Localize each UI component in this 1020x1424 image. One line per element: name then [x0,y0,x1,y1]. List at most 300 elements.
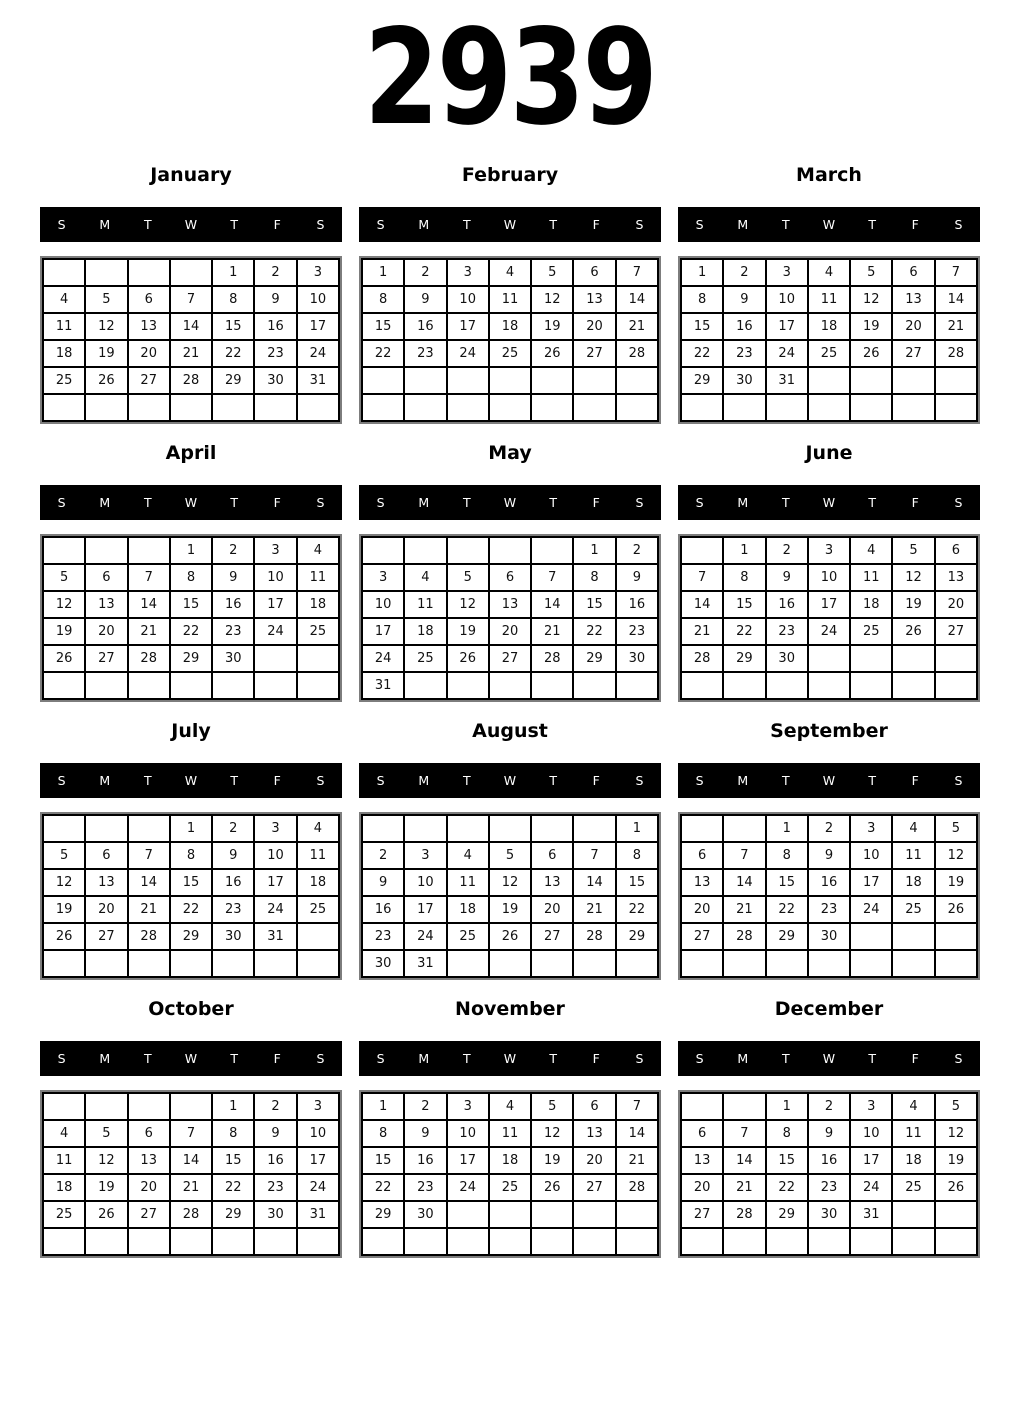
month-october [40,998,342,1258]
empty-day-cell [531,815,573,842]
empty-day-cell [723,950,765,977]
month-title: October [148,998,234,1020]
day-cell: 29 [170,645,212,672]
day-cell: 27 [531,923,573,950]
weekday-label: W [184,495,198,510]
day-cell: 8 [766,842,808,869]
empty-day-cell [362,394,404,421]
week-row [43,1201,339,1228]
day-cell: 21 [616,1147,658,1174]
day-cell: 30 [723,367,765,394]
day-cell: 16 [766,591,808,618]
weekday-label: F [273,495,281,510]
weekday-header-row [359,1041,661,1076]
day-cell: 3 [254,815,296,842]
day-cell: 25 [404,645,446,672]
day-cell: 20 [85,618,127,645]
empty-day-cell [573,367,615,394]
weekday-label: S [316,495,325,510]
day-cell: 4 [297,815,339,842]
empty-day-cell [85,394,127,421]
day-cell: 2 [212,815,254,842]
day-cell: 8 [212,286,254,313]
day-cell: 19 [531,313,573,340]
weekday-header-row [40,763,342,798]
day-cell: 9 [254,1120,296,1147]
day-cell: 30 [362,950,404,977]
day-cell: 1 [723,537,765,564]
day-cell: 4 [489,259,531,286]
day-cell: 16 [212,591,254,618]
day-cell: 21 [573,896,615,923]
day-cell: 26 [447,645,489,672]
week-row [681,340,977,367]
empty-day-cell [212,950,254,977]
day-cell: 31 [404,950,446,977]
day-cell: 22 [723,618,765,645]
empty-day-cell [850,923,892,950]
day-cell: 26 [935,896,977,923]
empty-day-cell [935,394,977,421]
empty-day-cell [892,950,934,977]
day-cell: 27 [935,618,977,645]
day-cell: 17 [808,591,850,618]
date-grid-border [678,534,980,702]
day-cell: 31 [850,1201,892,1228]
day-cell: 24 [766,340,808,367]
weekday-label: M [99,773,111,788]
day-cell: 6 [681,842,723,869]
date-grid [680,536,978,700]
day-cell: 29 [573,645,615,672]
week-row [43,1093,339,1120]
day-cell: 22 [766,1174,808,1201]
day-cell: 17 [850,1147,892,1174]
day-cell: 26 [892,618,934,645]
weekday-label: T [549,773,557,788]
weekday-label: M [418,217,430,232]
day-cell: 1 [573,537,615,564]
day-cell: 27 [573,1174,615,1201]
day-cell: 22 [573,618,615,645]
weekday-label: T [549,1051,557,1066]
day-cell: 8 [681,286,723,313]
empty-day-cell [531,394,573,421]
day-cell: 11 [297,564,339,591]
week-row [362,537,658,564]
day-cell: 27 [892,340,934,367]
week-row [43,340,339,367]
day-cell: 9 [766,564,808,591]
day-cell: 11 [808,286,850,313]
weekday-label: W [184,217,198,232]
month-title: June [805,442,853,464]
week-row [362,1174,658,1201]
day-cell: 10 [850,1120,892,1147]
day-cell: 2 [404,259,446,286]
weekday-label: T [868,217,876,232]
day-cell: 18 [297,869,339,896]
day-cell: 9 [616,564,658,591]
empty-day-cell [808,672,850,699]
weekday-label: T [144,1051,152,1066]
day-cell: 29 [362,1201,404,1228]
empty-day-cell [85,1228,127,1255]
day-cell: 20 [128,1174,170,1201]
day-cell: 23 [808,896,850,923]
day-cell: 27 [85,923,127,950]
weekday-label: S [57,217,66,232]
empty-day-cell [681,815,723,842]
day-cell: 10 [362,591,404,618]
day-cell: 20 [128,340,170,367]
day-cell: 4 [892,815,934,842]
day-cell: 10 [447,1120,489,1147]
empty-day-cell [616,367,658,394]
empty-day-cell [808,645,850,672]
day-cell: 29 [766,1201,808,1228]
weekday-header-row [359,485,661,520]
day-cell: 18 [489,313,531,340]
empty-day-cell [404,1228,446,1255]
day-cell: 11 [404,591,446,618]
empty-day-cell [892,1201,934,1228]
weekday-label: T [868,495,876,510]
month-title: April [165,442,217,464]
day-cell: 9 [404,286,446,313]
week-row [681,1174,977,1201]
empty-day-cell [447,537,489,564]
month-march [678,164,980,424]
day-cell: 19 [43,618,85,645]
empty-day-cell [128,537,170,564]
day-cell: 21 [616,313,658,340]
day-cell: 21 [681,618,723,645]
day-cell: 28 [531,645,573,672]
day-cell: 22 [616,896,658,923]
empty-day-cell [489,394,531,421]
empty-day-cell [362,537,404,564]
day-cell: 22 [681,340,723,367]
day-cell: 8 [573,564,615,591]
day-cell: 28 [573,923,615,950]
weekday-label: W [822,217,836,232]
day-cell: 30 [254,367,296,394]
day-cell: 4 [850,537,892,564]
day-cell: 7 [170,1120,212,1147]
weekday-label: T [782,217,790,232]
weekday-label: F [911,773,919,788]
day-cell: 7 [573,842,615,869]
day-cell: 17 [254,591,296,618]
weekday-label: T [868,1051,876,1066]
day-cell: 11 [447,869,489,896]
weekday-label: T [463,773,471,788]
date-grid [361,258,659,422]
day-cell: 1 [212,1093,254,1120]
day-cell: 20 [573,313,615,340]
empty-day-cell [531,950,573,977]
day-cell: 19 [43,896,85,923]
day-cell: 26 [85,1201,127,1228]
day-cell: 5 [85,286,127,313]
week-row [681,1201,977,1228]
date-grid [680,814,978,978]
weekday-label: S [57,1051,66,1066]
day-cell: 28 [128,645,170,672]
empty-day-cell [681,1093,723,1120]
weekday-label: T [230,773,238,788]
weekday-label: M [99,495,111,510]
weekday-header-row [359,763,661,798]
day-cell: 18 [43,340,85,367]
day-cell: 10 [850,842,892,869]
day-cell: 10 [404,869,446,896]
day-cell: 24 [447,1174,489,1201]
day-cell: 13 [85,591,127,618]
month-title: August [472,720,548,742]
empty-day-cell [935,367,977,394]
weekday-label: S [376,495,385,510]
day-cell: 29 [212,367,254,394]
day-cell: 8 [212,1120,254,1147]
day-cell: 5 [489,842,531,869]
empty-day-cell [681,950,723,977]
date-grid-border [678,256,980,424]
empty-day-cell [43,259,85,286]
day-cell: 14 [616,1120,658,1147]
day-cell: 9 [362,869,404,896]
empty-day-cell [892,672,934,699]
day-cell: 3 [297,259,339,286]
day-cell: 12 [935,842,977,869]
day-cell: 24 [297,1174,339,1201]
day-cell: 17 [254,869,296,896]
day-cell: 13 [892,286,934,313]
week-row [681,286,977,313]
empty-day-cell [489,537,531,564]
empty-day-cell [808,367,850,394]
weekday-label: T [868,773,876,788]
week-row [362,869,658,896]
empty-day-cell [935,950,977,977]
empty-day-cell [723,1093,765,1120]
month-november [359,998,661,1258]
day-cell: 13 [935,564,977,591]
weekday-label: M [418,1051,430,1066]
day-cell: 30 [808,1201,850,1228]
day-cell: 24 [447,340,489,367]
date-grid [361,1092,659,1256]
day-cell: 16 [404,313,446,340]
day-cell: 10 [297,286,339,313]
month-september [678,720,980,980]
day-cell: 6 [892,259,934,286]
empty-day-cell [489,950,531,977]
day-cell: 26 [489,923,531,950]
date-grid-border [40,1090,342,1258]
empty-day-cell [170,672,212,699]
week-row [43,815,339,842]
day-cell: 17 [850,869,892,896]
weekday-label: T [144,773,152,788]
day-cell: 18 [404,618,446,645]
day-cell: 14 [681,591,723,618]
weekday-label: S [376,773,385,788]
day-cell: 6 [489,564,531,591]
day-cell: 4 [297,537,339,564]
day-cell: 30 [766,645,808,672]
day-cell: 16 [362,896,404,923]
day-cell: 12 [892,564,934,591]
day-cell: 16 [808,869,850,896]
week-row [43,1120,339,1147]
day-cell: 8 [170,842,212,869]
weekday-label: S [954,773,963,788]
day-cell: 13 [681,1147,723,1174]
day-cell: 11 [489,286,531,313]
weekday-label: S [376,1051,385,1066]
weekday-label: M [737,217,749,232]
day-cell: 16 [254,313,296,340]
day-cell: 29 [170,923,212,950]
date-grid-border [359,534,661,702]
weekday-label: W [184,773,198,788]
empty-day-cell [531,672,573,699]
day-cell: 8 [723,564,765,591]
empty-day-cell [573,1228,615,1255]
week-row [43,618,339,645]
weekday-label: T [230,1051,238,1066]
empty-day-cell [43,1228,85,1255]
day-cell: 9 [723,286,765,313]
day-cell: 20 [531,896,573,923]
day-cell: 30 [404,1201,446,1228]
empty-day-cell [850,645,892,672]
empty-day-cell [212,394,254,421]
day-cell: 25 [808,340,850,367]
day-cell: 27 [681,1201,723,1228]
empty-day-cell [616,1201,658,1228]
empty-day-cell [935,1201,977,1228]
weekday-label: T [230,495,238,510]
day-cell: 17 [362,618,404,645]
date-grid [361,814,659,978]
week-row [43,923,339,950]
day-cell: 4 [447,842,489,869]
empty-day-cell [850,367,892,394]
empty-day-cell [170,1093,212,1120]
weekday-label: T [782,773,790,788]
empty-day-cell [723,672,765,699]
weekday-label: S [57,773,66,788]
empty-day-cell [447,394,489,421]
day-cell: 15 [212,313,254,340]
week-row [362,394,658,421]
day-cell: 7 [616,1093,658,1120]
weekday-header-row [40,485,342,520]
empty-day-cell [892,1228,934,1255]
day-cell: 19 [850,313,892,340]
months-grid [40,164,980,1258]
day-cell: 18 [850,591,892,618]
week-row [681,394,977,421]
day-cell: 19 [85,340,127,367]
day-cell: 6 [128,1120,170,1147]
empty-day-cell [254,645,296,672]
day-cell: 11 [850,564,892,591]
weekday-label: S [954,495,963,510]
weekday-label: T [144,217,152,232]
week-row [43,259,339,286]
week-row [362,1093,658,1120]
day-cell: 2 [616,537,658,564]
week-row [681,815,977,842]
empty-day-cell [850,672,892,699]
day-cell: 22 [212,340,254,367]
week-row [43,842,339,869]
day-cell: 23 [254,340,296,367]
day-cell: 7 [128,564,170,591]
day-cell: 18 [447,896,489,923]
day-cell: 7 [616,259,658,286]
day-cell: 21 [128,896,170,923]
empty-day-cell [447,367,489,394]
day-cell: 6 [573,1093,615,1120]
week-row [43,367,339,394]
empty-day-cell [85,259,127,286]
day-cell: 1 [212,259,254,286]
weekday-label: M [737,1051,749,1066]
day-cell: 15 [362,1147,404,1174]
month-august [359,720,661,980]
day-cell: 19 [892,591,934,618]
weekday-label: S [635,217,644,232]
weekday-label: W [503,1051,517,1066]
empty-day-cell [85,1093,127,1120]
day-cell: 13 [681,869,723,896]
month-title: March [796,164,862,186]
empty-day-cell [43,537,85,564]
day-cell: 2 [808,815,850,842]
day-cell: 14 [616,286,658,313]
day-cell: 31 [362,672,404,699]
day-cell: 10 [254,842,296,869]
day-cell: 24 [850,896,892,923]
day-cell: 30 [212,645,254,672]
week-row [362,672,658,699]
weekday-label: S [954,1051,963,1066]
weekday-label: W [184,1051,198,1066]
day-cell: 20 [681,896,723,923]
weekday-label: T [230,217,238,232]
day-cell: 7 [935,259,977,286]
empty-day-cell [808,394,850,421]
day-cell: 28 [170,1201,212,1228]
empty-day-cell [723,1228,765,1255]
date-grid [361,536,659,700]
day-cell: 18 [297,591,339,618]
day-cell: 1 [362,259,404,286]
day-cell: 16 [808,1147,850,1174]
weekday-label: F [592,773,600,788]
week-row [681,313,977,340]
empty-day-cell [616,950,658,977]
empty-day-cell [297,1228,339,1255]
day-cell: 1 [681,259,723,286]
day-cell: 18 [43,1174,85,1201]
empty-day-cell [531,1201,573,1228]
